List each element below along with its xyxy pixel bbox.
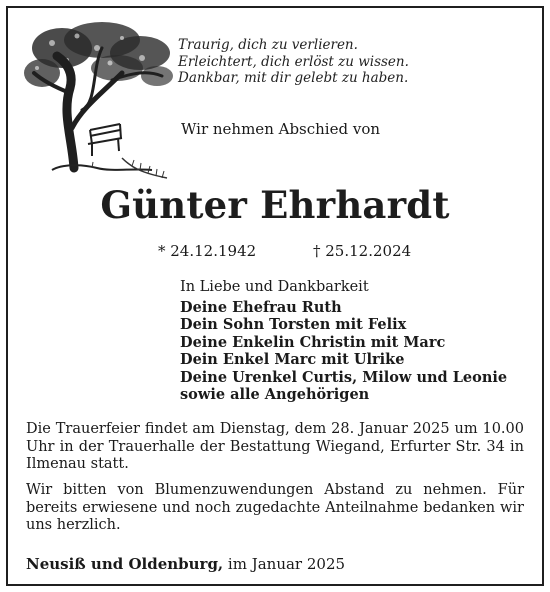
mourners-intro: In Liebe und Dankbarkeit <box>180 279 369 295</box>
mourner-line: Dein Enkel Marc mit Ulrike <box>180 351 405 368</box>
place-date-line <box>26 555 345 573</box>
mourner-line: Deine Urenkel Curtis, Milow und Leonie <box>180 368 508 386</box>
poem-line: Dankbar, mit dir gelebt zu haben. <box>178 70 409 86</box>
mourners-list <box>180 279 507 404</box>
poem <box>178 37 409 87</box>
farewell-line: Wir nehmen Abschied von <box>181 120 381 138</box>
poem-line: Erleichtert, dich erlöst zu wissen. <box>178 53 409 70</box>
flowers-request: Wir bitten von Blumenzuwendungen Abstand zu nehmen. Für bereits erwiesene und noch zugedachte Anteilnahme bedanken wir uns herzlich. <box>26 482 524 533</box>
place-names: Neusiß und Oldenburg, <box>26 555 224 573</box>
place-date: im Januar 2025 <box>223 555 346 573</box>
poem-line: Traurig, dich zu verlieren. <box>178 37 358 53</box>
mourner-line: Dein Sohn Torsten mit Felix <box>180 316 407 333</box>
birth-date: * 24.12.1942 <box>158 242 257 260</box>
tree-with-bench-illustration <box>22 18 177 183</box>
mourner-line: Deine Enkelin Christin mit Marc <box>180 333 446 351</box>
funeral-details: Die Trauerfeier findet am Dienstag, dem 28. Januar 2025 um 10.00 Uhr in der Trauerhalle der Bestattung Wiegand, Erfurter Str. 34 in Ilmenau statt. <box>26 421 524 472</box>
deceased-name: Günter Ehrhardt <box>100 183 450 227</box>
mourner-line: Deine Ehefrau Ruth <box>180 298 342 316</box>
mourner-line: sowie alle Angehörigen <box>180 386 370 403</box>
death-date: † 25.12.2024 <box>313 242 412 260</box>
